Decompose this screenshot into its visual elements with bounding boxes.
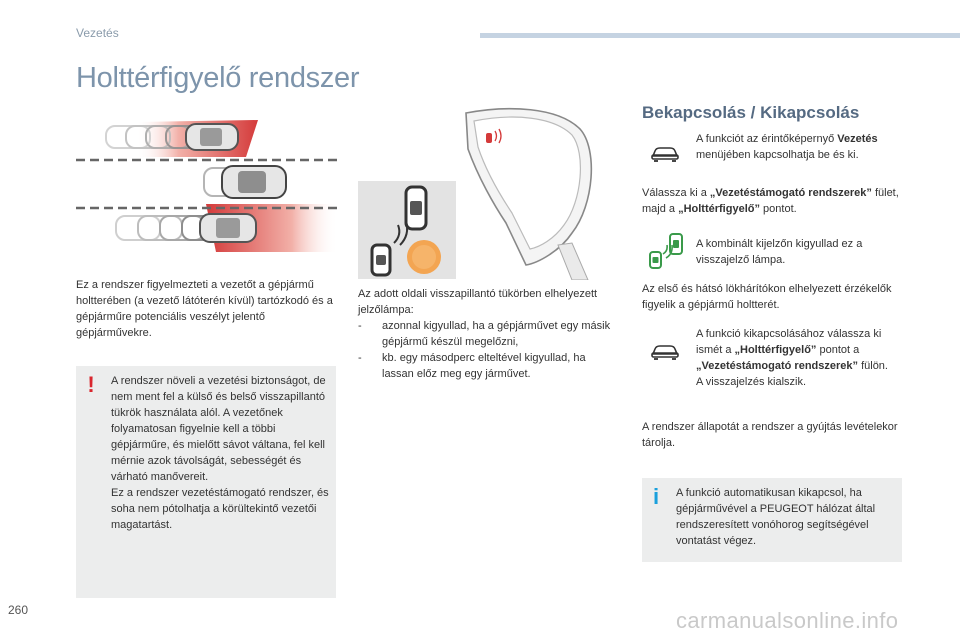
select-tab-paragraph [642, 185, 912, 217]
list-dash: - [358, 320, 362, 332]
page-title: Holttérfigyelő rendszer [76, 62, 360, 94]
list-dash: - [358, 352, 362, 364]
mirror-indicator-text [358, 286, 613, 382]
list-item-text: kb. egy másodperc elteltével kigyullad, ha lassan előz meg egy járművet. [382, 352, 586, 380]
warning-icon: ! [87, 372, 95, 397]
warning-line: A rendszer növeli a vezetési biztonságot, de nem ment fel a külső és belső visszapillantó tükrök használata alól. A vezetőnek folyamatosan figyelnie kell a többi gépjárműre, és mielőtt sávot váltana, fel kell mérnie azok távolságát, sebességét és várható manővereit. [111, 375, 326, 483]
detail-car-top [406, 187, 426, 229]
p2-bold: „Vezetéstámogató rendszerek” [709, 187, 872, 199]
car-upper [186, 124, 238, 150]
p5-bold-2: „Vezetéstámogató rendszerek” [696, 360, 859, 372]
blind-spot-lamp-icon [646, 232, 688, 270]
intro-paragraph: Ez a rendszer figyelmezteti a vezetőt a gépjármű holtterében (a vezető látóterén kívül) tartózkodó és a gépjárműre potenciális veszélyt jelentő gépjárművekre. [76, 279, 333, 339]
blind-spot-illustration [76, 112, 338, 262]
car-outline-icon [650, 342, 680, 360]
p5-text: A funkció kikapcsolásához válassza ki ismét a [696, 328, 882, 356]
mirror-intro: Az adott oldali visszapillantó tükörben elhelyezett jelzőlámpa: [358, 288, 598, 316]
header-section-label: Vezetés [76, 26, 119, 40]
p5-text-mid: pontot a [816, 344, 860, 356]
car-own [204, 166, 286, 198]
warning-line: Ez a rendszer vezetéstámogató rendszer, és soha nem pótolhatja a körültekintő vezetői magatartást. [111, 487, 329, 531]
p5-last-line: A visszajelzés kialszik. [696, 376, 807, 388]
p5-text-end: fülön. [858, 360, 888, 372]
state-stored-paragraph: A rendszer állapotát a rendszer a gyújtás levételekor tárolja. [642, 421, 898, 449]
car-lower [200, 214, 256, 242]
sensor-paragraph: Az első és hátsó lökhárítókon elhelyezett érzékelők figyelik a gépjármű holtterét. [642, 283, 892, 311]
p1-text: A funkciót az érintőképernyő [696, 133, 838, 145]
list-item-text: azonnal kigyullad, ha a gépjárművet egy másik gépjármű készül megelőzni, [382, 320, 611, 348]
info-icon: i [652, 484, 660, 509]
watermark: carmanualsonline.info [676, 608, 899, 633]
detail-car-bottom [372, 245, 390, 275]
section-heading: Bekapcsolás / Kikapcsolás [642, 103, 860, 122]
info-text: A funkció automatikusan kikapcsol, ha gépjárművével a PEUGEOT hálózat által rendszeresített vonóhorog segítségével vontatást végez. [676, 487, 876, 547]
car-outline-icon [650, 144, 680, 162]
deactivate-paragraph [696, 326, 908, 390]
p1-text-end: menüjében kapcsolhatja be és ki. [696, 149, 859, 161]
header-bar [480, 33, 960, 38]
lamp-paragraph: A kombinált kijelzőn kigyullad ez a visszajelző lámpa. [696, 238, 863, 266]
mirror-illustration [358, 105, 608, 280]
warning-text [111, 373, 333, 533]
p2-text: Válassza ki a [642, 187, 710, 199]
list-item [358, 318, 613, 350]
p5-bold: „Holttérfigyelő” [734, 344, 817, 356]
list-item [358, 350, 613, 382]
p2-text-mid: fület, majd a [642, 187, 899, 215]
touchscreen-paragraph [696, 131, 908, 163]
page-number: 260 [8, 603, 29, 617]
p1-bold: Vezetés [837, 133, 878, 145]
p2-text-end: pontot. [759, 203, 797, 215]
p2-bold-2: „Holttérfigyelő” [678, 203, 760, 215]
